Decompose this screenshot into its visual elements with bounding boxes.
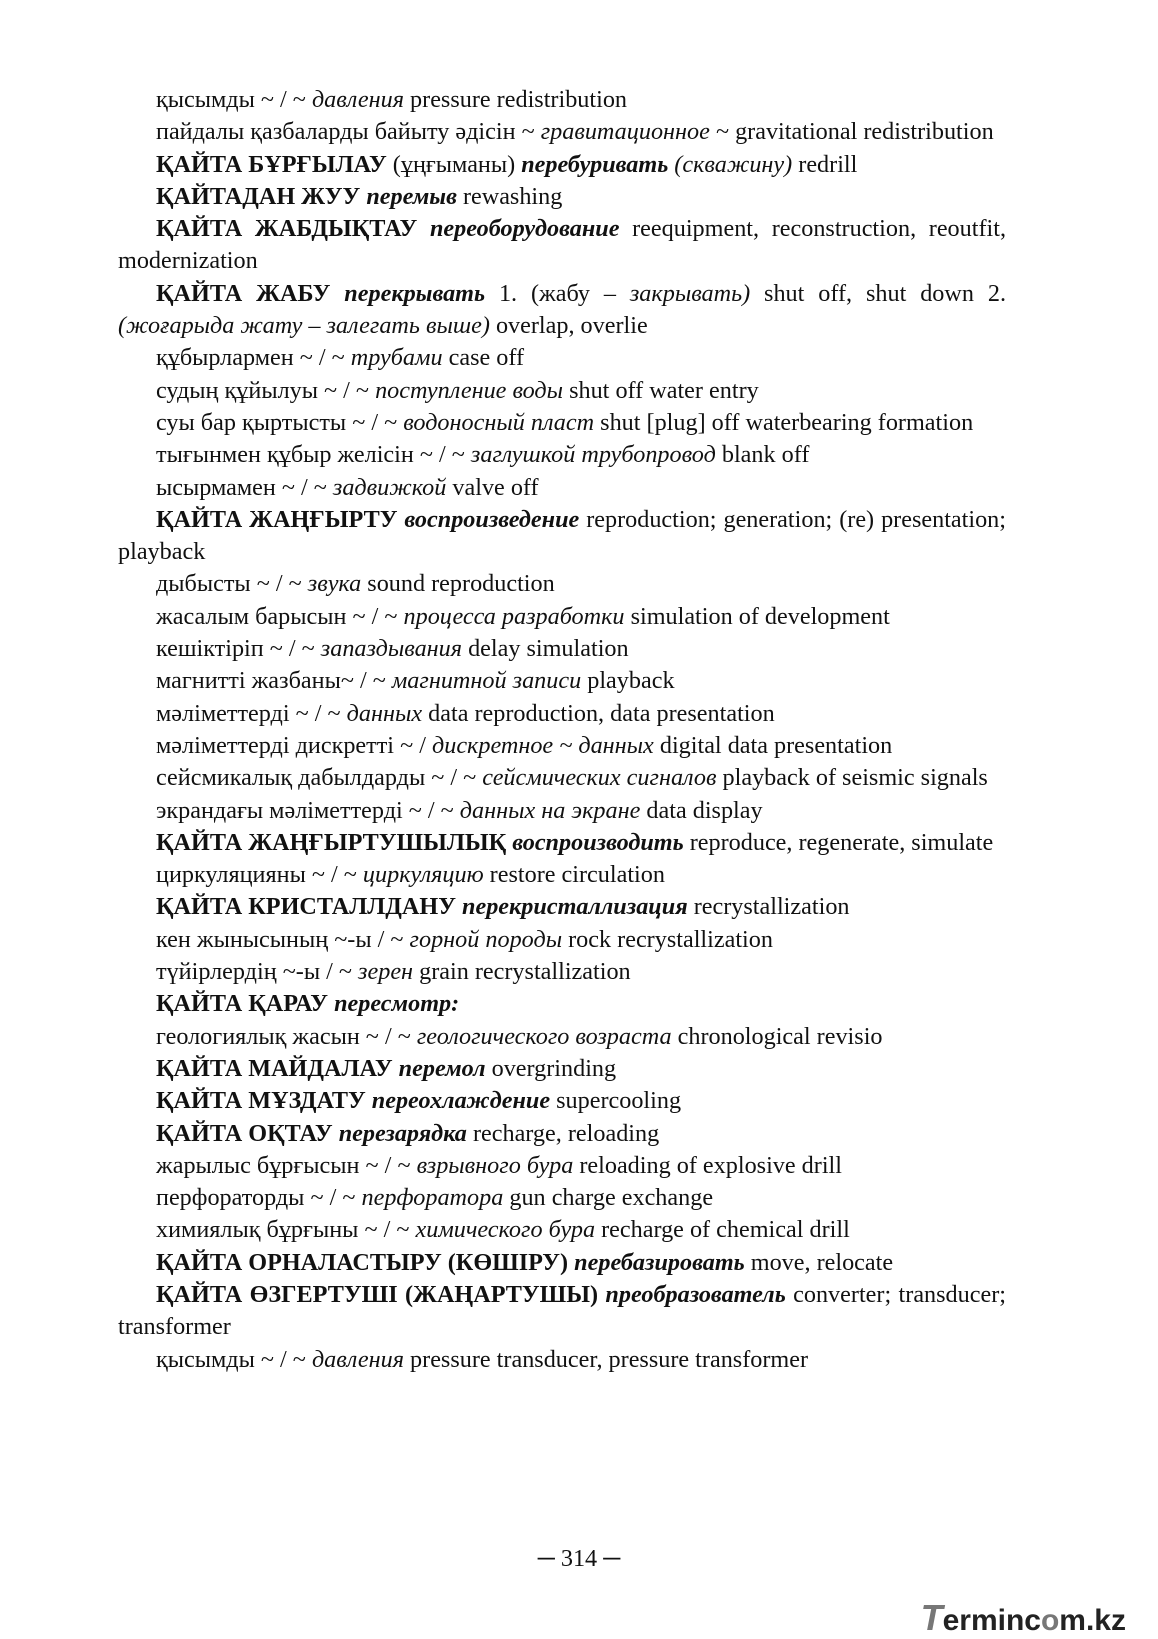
dictionary-entry — [118, 1118, 1006, 1150]
russian-term: химического бура — [415, 1216, 596, 1244]
entry-text: қысымды ~ / ~ — [156, 86, 312, 113]
entry-text: қысымды ~ / ~ — [156, 1345, 312, 1373]
entry-text: дыбысты ~ / ~ — [156, 570, 308, 598]
russian-term: (жоғарыда жату – залегать выше) — [118, 312, 490, 340]
entry-text: (ұңғыманы) — [386, 150, 522, 178]
russian-term: дискретное ~ данных — [431, 731, 654, 759]
entry-text: simulation of development — [624, 602, 890, 630]
entry-text: supercooling — [550, 1087, 682, 1115]
entry-text: rock recrystallization — [562, 925, 773, 953]
russian-term: водоносный пласт — [403, 408, 595, 436]
entry-text: playback of seismic signals — [716, 764, 988, 792]
entry-text: grain recrystallization — [413, 958, 631, 986]
entry-text: sound reproduction — [361, 570, 555, 598]
entry-text: delay simulation — [462, 635, 629, 663]
dictionary-entry — [118, 924, 1006, 956]
entry-text: recharge, reloading — [466, 1119, 660, 1147]
entry-text: жасалым барысын ~ / ~ — [156, 602, 404, 630]
russian-term: трубами — [350, 344, 443, 372]
logo-text-a: erminc — [942, 1604, 1041, 1637]
dictionary-entry — [118, 730, 1006, 762]
entry-text: data reproduction, data presentation — [422, 699, 775, 727]
entry-text: циркуляцияны ~ / ~ — [156, 861, 363, 889]
russian-headword: воспроизведение — [404, 505, 580, 533]
dictionary-entry — [118, 278, 1006, 343]
entry-text: мәліметтерді ~ / ~ — [156, 699, 347, 727]
russian-term: поступление воды — [375, 376, 564, 404]
dictionary-entry — [118, 1182, 1006, 1214]
page-number: ─ 314 ─ — [537, 1545, 621, 1572]
dictionary-entry — [118, 84, 1006, 116]
russian-headword: пересмотр: — [334, 990, 460, 1018]
russian-term: магнитной записи — [391, 667, 582, 695]
entry-text: химиялық бұрғыны ~ / ~ — [156, 1216, 416, 1244]
entry-text: shut off water entry — [563, 376, 759, 404]
entry-text: мәліметтерді дискретті ~ / — [156, 731, 432, 759]
entry-text: суы бар қыртысты ~ / ~ — [156, 408, 404, 436]
russian-term: взрывного бура — [416, 1151, 574, 1179]
entry-text: move, relocate — [744, 1248, 894, 1276]
entry-text: redrill — [792, 150, 858, 178]
dictionary-entry — [118, 698, 1006, 730]
dictionary-entry — [118, 407, 1006, 439]
kazakh-headword: ҚАЙТА ӨЗГЕРТУШІ (ЖАҢАРТУШЫ) — [156, 1280, 599, 1308]
dictionary-entry — [118, 1247, 1006, 1279]
entry-text: reloading of explosive drill — [573, 1151, 842, 1179]
russian-headword: перезарядка — [338, 1119, 467, 1147]
entry-text: 1. (жабу – — [485, 279, 630, 307]
entry-text: жарылыс бұрғысын ~ / ~ — [156, 1151, 417, 1179]
kazakh-headword: ҚАЙТА МҰЗДАТУ — [156, 1087, 366, 1115]
dictionary-entry — [118, 568, 1006, 600]
dictionary-entry — [118, 1279, 1006, 1344]
entry-text: пайдалы қазбаларды байыту әдісін ~ — [156, 118, 541, 146]
entry-text — [330, 280, 344, 307]
entry-text: blank off — [715, 441, 810, 469]
dictionary-entry — [118, 762, 1006, 794]
entry-text: converter; transducer; transformer — [118, 1280, 1006, 1341]
dictionary-entry — [118, 795, 1006, 827]
entry-text: reproduce, regenerate, simulate — [683, 828, 994, 856]
russian-term: данных на экране — [459, 796, 641, 824]
russian-term: задвижкой — [332, 473, 447, 501]
kazakh-headword: ҚАЙТА ОҚТАУ — [156, 1119, 333, 1147]
russian-term: данных — [346, 699, 423, 727]
entry-text: chronological revisio — [671, 1022, 883, 1050]
entry-text: recrystallization — [687, 893, 850, 921]
dictionary-entry — [118, 601, 1006, 633]
entry-text — [417, 215, 430, 242]
site-logo — [921, 1597, 1126, 1639]
dictionary-entry — [118, 375, 1006, 407]
entry-text: ысырмамен ~ / ~ — [156, 473, 333, 501]
dictionary-entry — [118, 116, 1006, 148]
russian-term: геологического возраста — [416, 1022, 672, 1050]
entry-text: сейсмикалық дабылдарды ~ / ~ — [156, 764, 483, 792]
russian-headword: перебазировать — [574, 1248, 745, 1276]
entry-text: судың құйылуы ~ / ~ — [156, 376, 376, 404]
entry-text: экрандағы мәліметтерді ~ / ~ — [156, 796, 460, 824]
russian-term: сейсмических сигналов — [482, 764, 717, 792]
kazakh-headword: ҚАЙТА ЖАБУ — [156, 279, 331, 307]
russian-headword: перекрывать — [344, 279, 486, 307]
russian-headword: воспроизводить — [512, 828, 684, 856]
entry-text: rewashing — [456, 182, 563, 210]
entry-text: reproduction; generation; (re) presentation; playback — [118, 505, 1006, 566]
entry-text: shut off, shut down 2. — [750, 279, 1006, 307]
russian-term: давления — [311, 86, 404, 113]
entry-text: ~ gravitational redistribution — [709, 118, 994, 146]
entry-text: reequipment, reconstruction, reoutfit, modernization — [118, 215, 1006, 275]
dictionary-entry — [118, 1344, 1006, 1376]
dictionary-entry — [118, 988, 1006, 1020]
entry-text: data display — [640, 796, 763, 824]
entry-text: valve off — [446, 473, 539, 501]
dictionary-entry — [118, 827, 1006, 859]
kazakh-headword: ҚАЙТА ҚАРАУ — [156, 990, 329, 1018]
entry-text: перфораторды ~ / ~ — [156, 1184, 362, 1212]
dictionary-entry — [118, 439, 1006, 471]
russian-term: горной породы — [409, 925, 563, 953]
entry-text: түйірлердің ~-ы / ~ — [156, 958, 359, 986]
russian-term: перфоратора — [361, 1184, 504, 1212]
entry-text: shut [plug] off waterbearing formation — [594, 408, 974, 436]
entry-text: тығынмен құбыр желісін ~ / ~ — [156, 441, 471, 469]
kazakh-headword: ҚАЙТА БҰРҒЫЛАУ — [156, 150, 387, 178]
logo-text-b: m.kz — [1059, 1604, 1126, 1637]
kazakh-headword: ҚАЙТАДАН ЖУУ — [156, 182, 361, 210]
dictionary-entry — [118, 472, 1006, 504]
russian-term: звука — [307, 570, 362, 598]
russian-term: зерен — [358, 958, 414, 986]
entry-text: gun charge exchange — [503, 1184, 714, 1212]
entry-text: overgrinding — [485, 1054, 617, 1082]
dictionary-entry — [118, 633, 1006, 665]
entry-text: геологиялық жасын ~ / ~ — [156, 1022, 417, 1050]
dictionary-entry — [118, 213, 1006, 278]
entry-text: digital data presentation — [653, 731, 893, 759]
entry-text: кешіктіріп ~ / ~ — [156, 635, 321, 663]
kazakh-headword: ҚАЙТА КРИСТАЛЛДАНУ — [156, 893, 456, 921]
russian-headword: перекристаллизация — [462, 893, 688, 921]
russian-headword: перемол — [398, 1054, 486, 1082]
entry-text: pressure redistribution — [404, 86, 628, 113]
russian-term: заглушкой трубопровод — [470, 441, 716, 469]
kazakh-headword: ҚАЙТА ЖАБДЫҚТАУ — [156, 215, 418, 243]
dictionary-entry — [118, 1150, 1006, 1182]
kazakh-headword: ҚАЙТА МАЙДАЛАУ — [156, 1054, 393, 1082]
dictionary-entry — [118, 149, 1006, 181]
dictionary-entry — [118, 1053, 1006, 1085]
entry-text: case off — [442, 344, 525, 372]
dictionary-entry — [118, 181, 1006, 213]
dictionary-entry — [118, 1214, 1006, 1246]
russian-term: циркуляцию — [362, 861, 484, 889]
russian-term: запаздывания — [320, 635, 463, 663]
dictionary-entry — [118, 504, 1006, 569]
entry-text: playback — [581, 667, 675, 695]
entry-text: кен жынысының ~-ы / ~ — [156, 925, 410, 953]
russian-term: давления — [311, 1345, 404, 1373]
logo-letter-t: T — [920, 1597, 943, 1638]
dictionary-entries — [118, 84, 1006, 1376]
russian-headword: перемыв — [366, 182, 457, 210]
entry-text: overlap, overlie — [489, 312, 648, 340]
entry-text: pressure transducer, pressure transformer — [404, 1345, 809, 1373]
russian-headword: преобразователь — [605, 1280, 786, 1308]
russian-headword: переоборудование — [429, 215, 620, 243]
entry-text: restore circulation — [483, 861, 665, 889]
russian-term: (скважину) — [674, 150, 793, 178]
entry-text: recharge of chemical drill — [595, 1216, 850, 1244]
russian-term: закрывать) — [629, 279, 751, 307]
russian-headword: переохлаждение — [371, 1087, 551, 1115]
kazakh-headword: ҚАЙТА ОРНАЛАСТЫРУ (КӨШІРУ) — [156, 1248, 569, 1276]
dictionary-entry — [118, 956, 1006, 988]
dictionary-entry — [118, 342, 1006, 374]
dictionary-entry — [118, 859, 1006, 891]
dictionary-entry — [118, 1021, 1006, 1053]
logo-magnifier-o: o — [1040, 1604, 1060, 1637]
dictionary-entry — [118, 665, 1006, 697]
kazakh-headword: ҚАЙТА ЖАҢҒЫРТУШЫЛЫҚ — [156, 828, 507, 856]
kazakh-headword: ҚАЙТА ЖАҢҒЫРТУ — [156, 505, 398, 533]
entry-text: магнитті жазбаны~ / ~ — [156, 667, 392, 695]
russian-term: гравитационное — [540, 118, 710, 146]
entry-text: құбырлармен ~ / ~ — [156, 344, 351, 372]
dictionary-entry — [118, 891, 1006, 923]
russian-term: процесса разработки — [403, 602, 625, 630]
dictionary-entry — [118, 1085, 1006, 1117]
russian-headword: перебуривать — [521, 150, 669, 178]
